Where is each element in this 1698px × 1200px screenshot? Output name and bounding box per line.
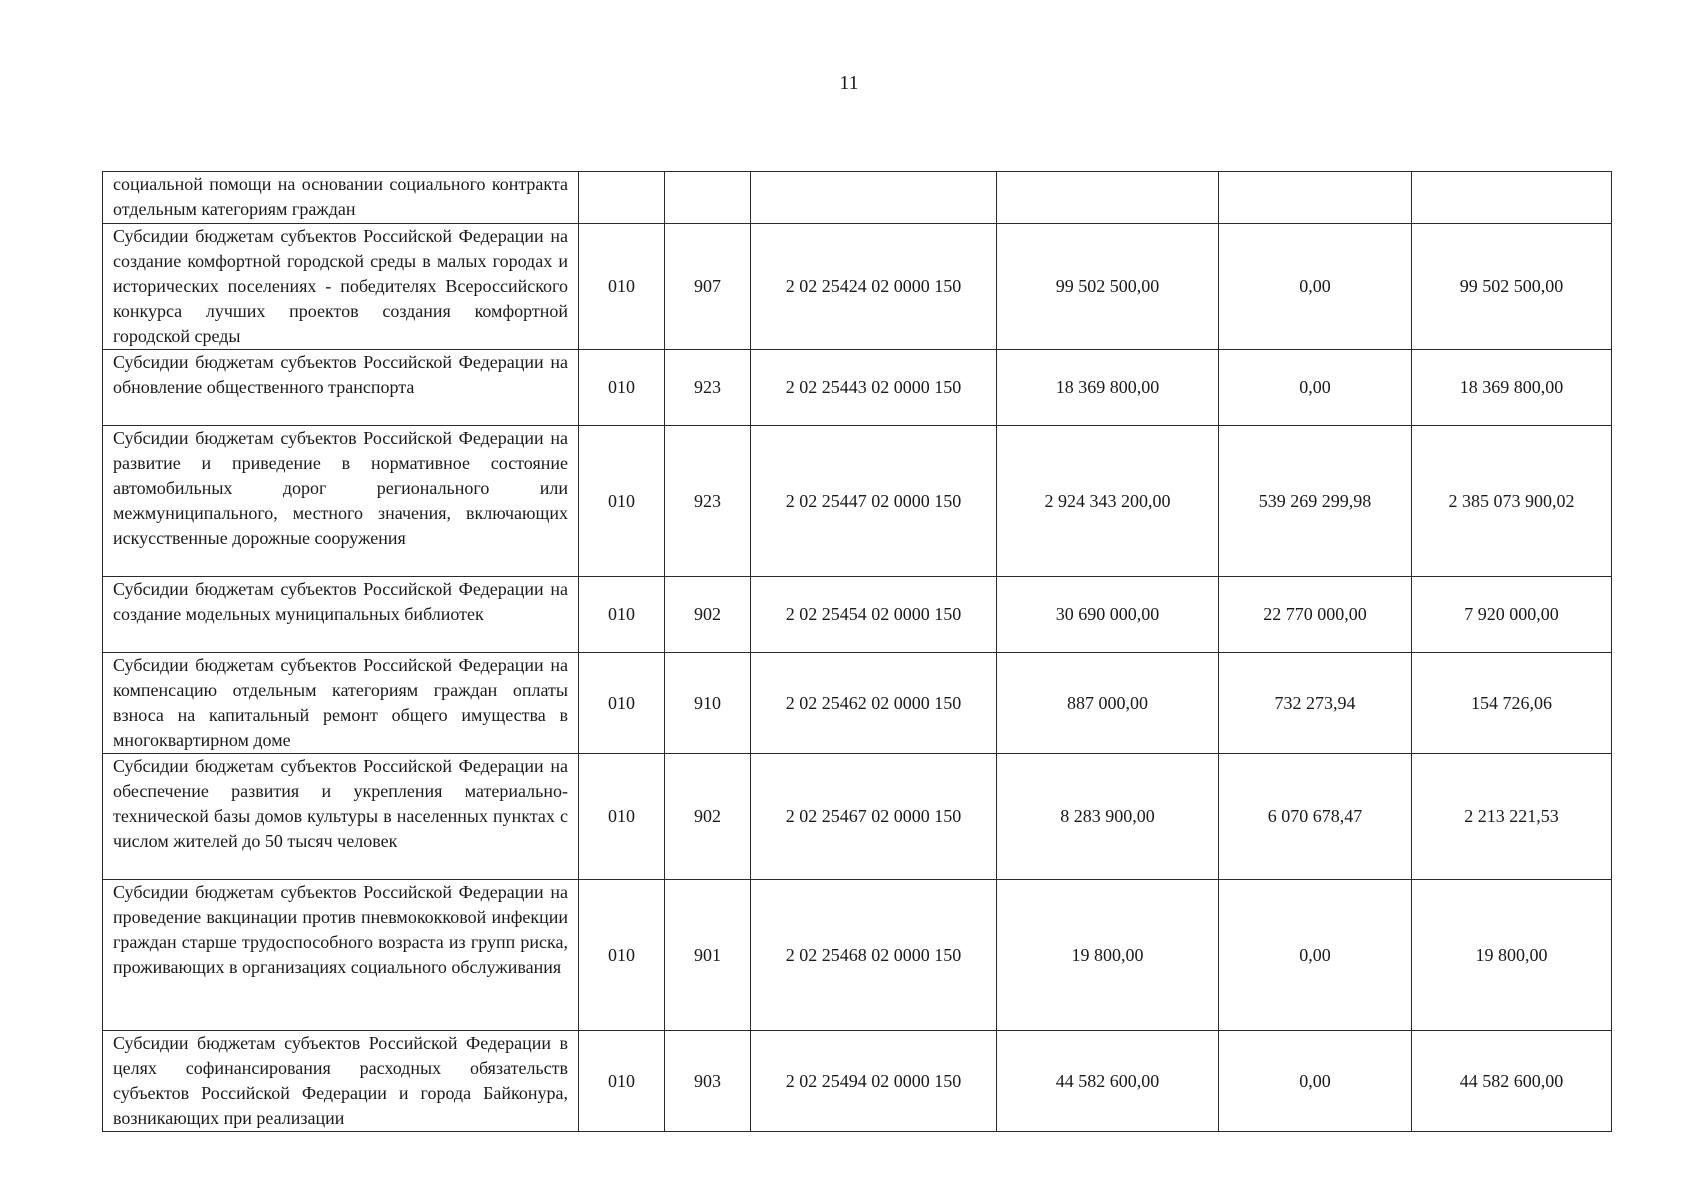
row-executed-amount: 0,00 xyxy=(1219,880,1412,1031)
row-admin-code: 010 xyxy=(579,1031,665,1132)
row-chief-admin-code: 923 xyxy=(665,350,751,426)
row-approved-amount: 18 369 800,00 xyxy=(997,350,1219,426)
table-row xyxy=(103,350,1612,426)
row-approved-amount: 887 000,00 xyxy=(997,653,1219,754)
row-description: Субсидии бюджетам субъектов Российской Федерации на обновление общественного транспорта xyxy=(103,350,579,426)
row-remainder-amount xyxy=(1412,172,1612,224)
row-remainder-amount: 2 385 073 900,02 xyxy=(1412,426,1612,577)
row-description: Субсидии бюджетам субъектов Российской Федерации в целях софинансирования расходных обязательств субъектов Российской Федерации и города Байконура, возникающих при реализации xyxy=(103,1031,579,1132)
row-chief-admin-code xyxy=(665,172,751,224)
row-admin-code: 010 xyxy=(579,577,665,653)
row-executed-amount: 6 070 678,47 xyxy=(1219,754,1412,880)
row-approved-amount: 30 690 000,00 xyxy=(997,577,1219,653)
row-admin-code: 010 xyxy=(579,350,665,426)
row-executed-amount: 0,00 xyxy=(1219,350,1412,426)
row-remainder-amount: 99 502 500,00 xyxy=(1412,224,1612,350)
row-approved-amount xyxy=(997,172,1219,224)
row-description: Субсидии бюджетам субъектов Российской Федерации на проведение вакцинации против пневмококковой инфекции граждан старше трудоспособного возраста из групп риска, проживающих в организациях социального обслуживания xyxy=(103,880,579,1031)
table-row xyxy=(103,880,1612,1031)
row-approved-amount: 99 502 500,00 xyxy=(997,224,1219,350)
table-row xyxy=(103,577,1612,653)
row-description: Субсидии бюджетам субъектов Российской Федерации на создание комфортной городской среды в малых городах и исторических поселениях - победителях Всероссийского конкурса лучших проектов создания комфортной городской среды xyxy=(103,224,579,350)
row-kbk: 2 02 25447 02 0000 150 xyxy=(751,426,997,577)
row-approved-amount: 2 924 343 200,00 xyxy=(997,426,1219,577)
row-chief-admin-code: 901 xyxy=(665,880,751,1031)
row-chief-admin-code: 910 xyxy=(665,653,751,754)
row-remainder-amount: 7 920 000,00 xyxy=(1412,577,1612,653)
table-row xyxy=(103,172,1612,224)
row-admin-code: 010 xyxy=(579,224,665,350)
row-remainder-amount: 19 800,00 xyxy=(1412,880,1612,1031)
row-approved-amount: 19 800,00 xyxy=(997,880,1219,1031)
row-kbk: 2 02 25468 02 0000 150 xyxy=(751,880,997,1031)
row-admin-code: 010 xyxy=(579,880,665,1031)
row-chief-admin-code: 902 xyxy=(665,754,751,880)
row-chief-admin-code: 903 xyxy=(665,1031,751,1132)
row-kbk: 2 02 25494 02 0000 150 xyxy=(751,1031,997,1132)
row-chief-admin-code: 923 xyxy=(665,426,751,577)
row-kbk: 2 02 25454 02 0000 150 xyxy=(751,577,997,653)
row-approved-amount: 8 283 900,00 xyxy=(997,754,1219,880)
row-admin-code: 010 xyxy=(579,653,665,754)
row-executed-amount: 539 269 299,98 xyxy=(1219,426,1412,577)
row-chief-admin-code: 902 xyxy=(665,577,751,653)
row-remainder-amount: 18 369 800,00 xyxy=(1412,350,1612,426)
row-description: Субсидии бюджетам субъектов Российской Федерации на обеспечение развития и укрепления материально-технической базы домов культуры в населенных пунктах с числом жителей до 50 тысяч человек xyxy=(103,754,579,880)
table-row xyxy=(103,426,1612,577)
row-approved-amount: 44 582 600,00 xyxy=(997,1031,1219,1132)
table-row xyxy=(103,653,1612,754)
row-executed-amount: 732 273,94 xyxy=(1219,653,1412,754)
row-description: Субсидии бюджетам субъектов Российской Федерации на компенсацию отдельным категориям граждан оплаты взноса на капитальный ремонт общего имущества в многоквартирном доме xyxy=(103,653,579,754)
row-remainder-amount: 2 213 221,53 xyxy=(1412,754,1612,880)
row-kbk: 2 02 25467 02 0000 150 xyxy=(751,754,997,880)
page-number: 11 xyxy=(839,72,859,94)
row-description: Субсидии бюджетам субъектов Российской Федерации на развитие и приведение в нормативное состояние автомобильных дорог регионального или межмуниципального, местного значения, включающих искусственные дорожные сооружения xyxy=(103,426,579,577)
row-admin-code xyxy=(579,172,665,224)
row-description: социальной помощи на основании социального контракта отдельным категориям граждан xyxy=(103,172,579,224)
row-description: Субсидии бюджетам субъектов Российской Федерации на создание модельных муниципальных библиотек xyxy=(103,577,579,653)
budget-table xyxy=(102,171,1612,1132)
row-chief-admin-code: 907 xyxy=(665,224,751,350)
table-row xyxy=(103,224,1612,350)
table-row xyxy=(103,754,1612,880)
row-executed-amount xyxy=(1219,172,1412,224)
row-executed-amount: 0,00 xyxy=(1219,1031,1412,1132)
row-executed-amount: 0,00 xyxy=(1219,224,1412,350)
row-kbk: 2 02 25443 02 0000 150 xyxy=(751,350,997,426)
row-admin-code: 010 xyxy=(579,754,665,880)
row-executed-amount: 22 770 000,00 xyxy=(1219,577,1412,653)
row-remainder-amount: 154 726,06 xyxy=(1412,653,1612,754)
row-kbk: 2 02 25424 02 0000 150 xyxy=(751,224,997,350)
row-remainder-amount: 44 582 600,00 xyxy=(1412,1031,1612,1132)
row-admin-code: 010 xyxy=(579,426,665,577)
table-row xyxy=(103,1031,1612,1132)
row-kbk: 2 02 25462 02 0000 150 xyxy=(751,653,997,754)
row-kbk xyxy=(751,172,997,224)
